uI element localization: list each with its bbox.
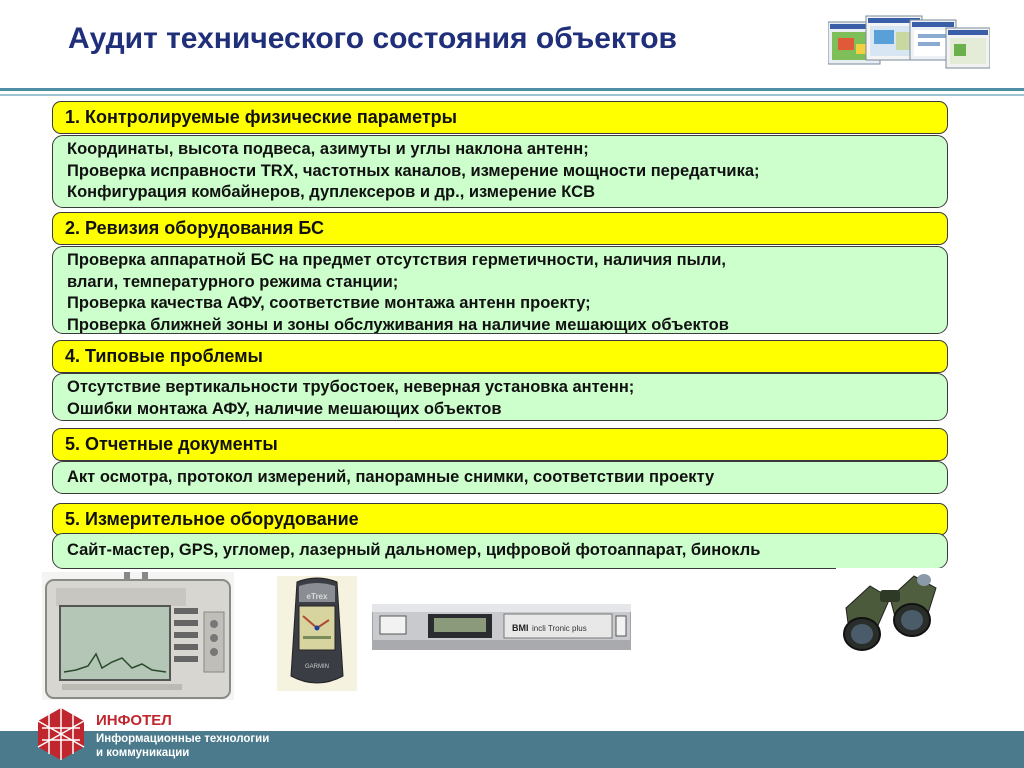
section-line: Сайт-мастер, GPS, угломер, лазерный дальномер, цифровой фотоаппарат, бинокль (67, 541, 761, 559)
section-line: Отсутствие вертикальности трубостоек, неверная установка антенн; (67, 378, 635, 396)
section-line: Проверка исправности TRX, частотных каналов, измерение мощности передатчика; (67, 161, 760, 180)
site-master-analyzer-image (42, 572, 234, 700)
top-divider (0, 88, 1024, 91)
section-body-bs-revision (52, 246, 948, 334)
digital-inclinometer-image (372, 604, 631, 650)
footer-tagline-line1: Информационные технологии (96, 733, 270, 745)
section-line: Координаты, высота подвеса, азимуты и углы наклона антенн; (67, 140, 589, 158)
software-screenshots-collage (828, 14, 990, 72)
slide-title: Аудит технического состояния объектов (68, 22, 677, 55)
footer-tagline (96, 732, 269, 760)
section-header-report-documents: 5. Отчетные документы (52, 428, 948, 461)
infotel-logo-icon (34, 706, 88, 760)
gps-maker-label: GARMIN (305, 664, 329, 670)
section-line: Акт осмотра, протокол измерений, панорамные снимки, соответствии проекту (67, 468, 715, 486)
section-header-measuring-equipment: 5. Измерительное оборудование (52, 503, 948, 536)
footer-brand-name: ИНФОТЕЛ (96, 712, 172, 729)
section-body-measuring-equipment (52, 533, 948, 569)
binoculars-image (836, 568, 942, 660)
section-line: Проверка аппаратной БС на предмет отсутствия герметичности, наличия пыли, (67, 251, 726, 269)
section-line: Проверка качества АФУ, соответствие монтажа антенн проекту; (67, 294, 591, 312)
section-header-bs-revision: 2. Ревизия оборудования БС (52, 212, 948, 245)
section-line: Проверка ближней зоны и зоны обслуживания на наличие мешающих объектов (67, 315, 729, 334)
top-divider-secondary (0, 94, 1024, 96)
section-header-physical-parameters: 1. Контролируемые физические параметры (52, 101, 948, 134)
section-body-report-documents (52, 461, 948, 494)
section-line: влаги, температурного режима станции; (67, 272, 399, 291)
gps-brand-label: eTrex (306, 592, 328, 601)
section-body-typical-problems (52, 373, 948, 421)
section-line: Ошибки монтажа АФУ, наличие мешающих объектов (67, 399, 502, 418)
section-line: Конфигурация комбайнеров, дуплексеров и др., измерение КСВ (67, 183, 595, 201)
section-header-typical-problems: 4. Типовые проблемы (52, 340, 948, 373)
level-model-label: incli Tronic plus (532, 624, 587, 633)
level-brand-label: BMI (512, 623, 529, 633)
section-body-physical-parameters (52, 135, 948, 208)
gps-device-image (277, 576, 357, 691)
footer-tagline-line2: и коммуникации (96, 747, 190, 759)
